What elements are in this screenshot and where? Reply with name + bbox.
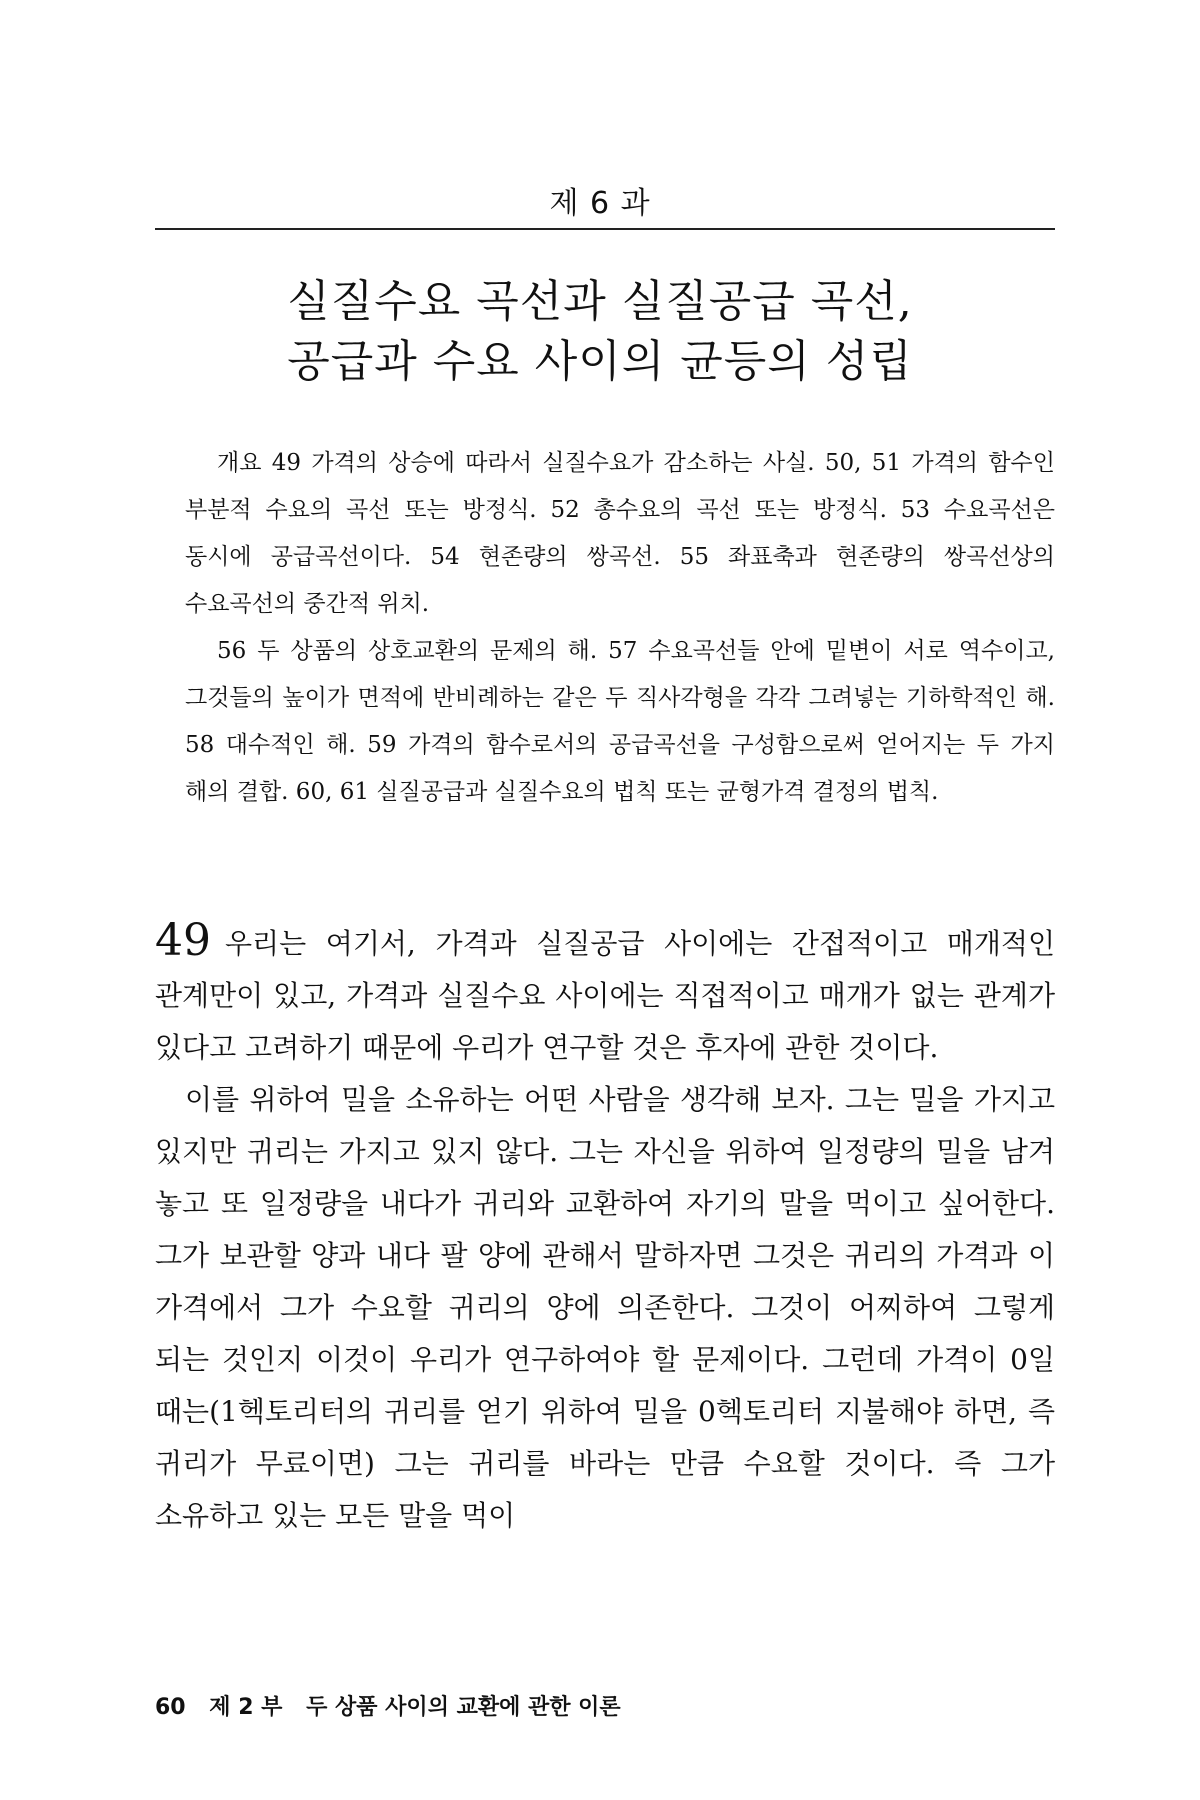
- page-footer: [155, 1690, 637, 1721]
- body-paragraph-2: 이를 위하여 밀을 소유하는 어떤 사람을 생각해 보자. 그는 밀을 가지고 있지만 귀리는 가지고 있지 않다. 그는 자신을 위하여 일정량의 밀을 남겨 놓고 또 일정량을 내다가 귀리와 교환하여 자기의 말을 먹이고 싶어한다. 그가 보관할 양과 내다 팔 양에 관해서 말하자면 그것은 귀리의 가격과 이 가격에서 그가 수요할 귀리의 양에 의존한다. 그것이 어찌하여 그렇게 되는 것인지 이것이 우리가 연구하여야 할 문제이다. 그런데 가격이 0일 때는(1헥토리터의 귀리를 얻기 위하여 밀을 0헥토리터 지불해야 하면, 즉 귀리가 무료이면) 그는 귀리를 바라는 만큼 수요할 것이다. 즉 그가 소유하고 있는 모든 말을 먹이: [155, 1083, 1055, 1532]
- chapter-title-line-2: 공급과 수요 사이의 균등의 성립: [287, 335, 913, 387]
- summary-paragraph-1: 개요 49 가격의 상승에 따라서 실질수요가 감소하는 사실. 50, 51 가격의 함수인 부분적 수요의 곡선 또는 방정식. 52 총수요의 곡선 또는 방정식. 53 수요곡선은 동시에 공급곡선이다. 54 현존량의 쌍곡선. 55 좌표축과 현존량의 쌍곡선상의 수요곡선의 중간적 위치.: [185, 450, 1055, 617]
- summary-paragraph-2: 56 두 상품의 상호교환의 문제의 해. 57 수요곡선들 안에 밑변이 서로 역수이고, 그것들의 높이가 면적에 반비례하는 같은 두 직사각형을 각각 그려넣는 기하학적인 해. 58 대수적인 해. 59 가격의 함수로서의 공급곡선을 구성함으로써 얻어지는 두 가지 해의 결합. 60, 61 실질공급과 실질수요의 법칙 또는 균형가격 결정의 법칙.: [185, 638, 1055, 805]
- body-paragraph-1-text: 우리는 여기서, 가격과 실질공급 사이에는 간접적이고 매개적인 관계만이 있고, 가격과 실질수요 사이에는 직접적이고 매개가 없는 관계가 있다고 고려하기 때문에 우리가 연구할 것은 후자에 관한 것이다.: [155, 927, 1055, 1064]
- page-number: 60: [155, 1695, 186, 1720]
- chapter-title-line-1: 실질수요 곡선과 실질공급 곡선,: [287, 276, 913, 328]
- part-title: 두 상품 사이의 교환에 관한 이론: [306, 1695, 621, 1720]
- section-number: 49: [155, 915, 211, 966]
- chapter-title: [0, 272, 1200, 391]
- body-paragraph-1: [155, 915, 1055, 1074]
- part-label: 제 2 부: [209, 1695, 283, 1720]
- chapter-label: 제 6 과: [549, 186, 651, 221]
- body-text: [155, 915, 1055, 1542]
- chapter-divider: [155, 228, 1055, 230]
- chapter-summary: [185, 440, 1055, 816]
